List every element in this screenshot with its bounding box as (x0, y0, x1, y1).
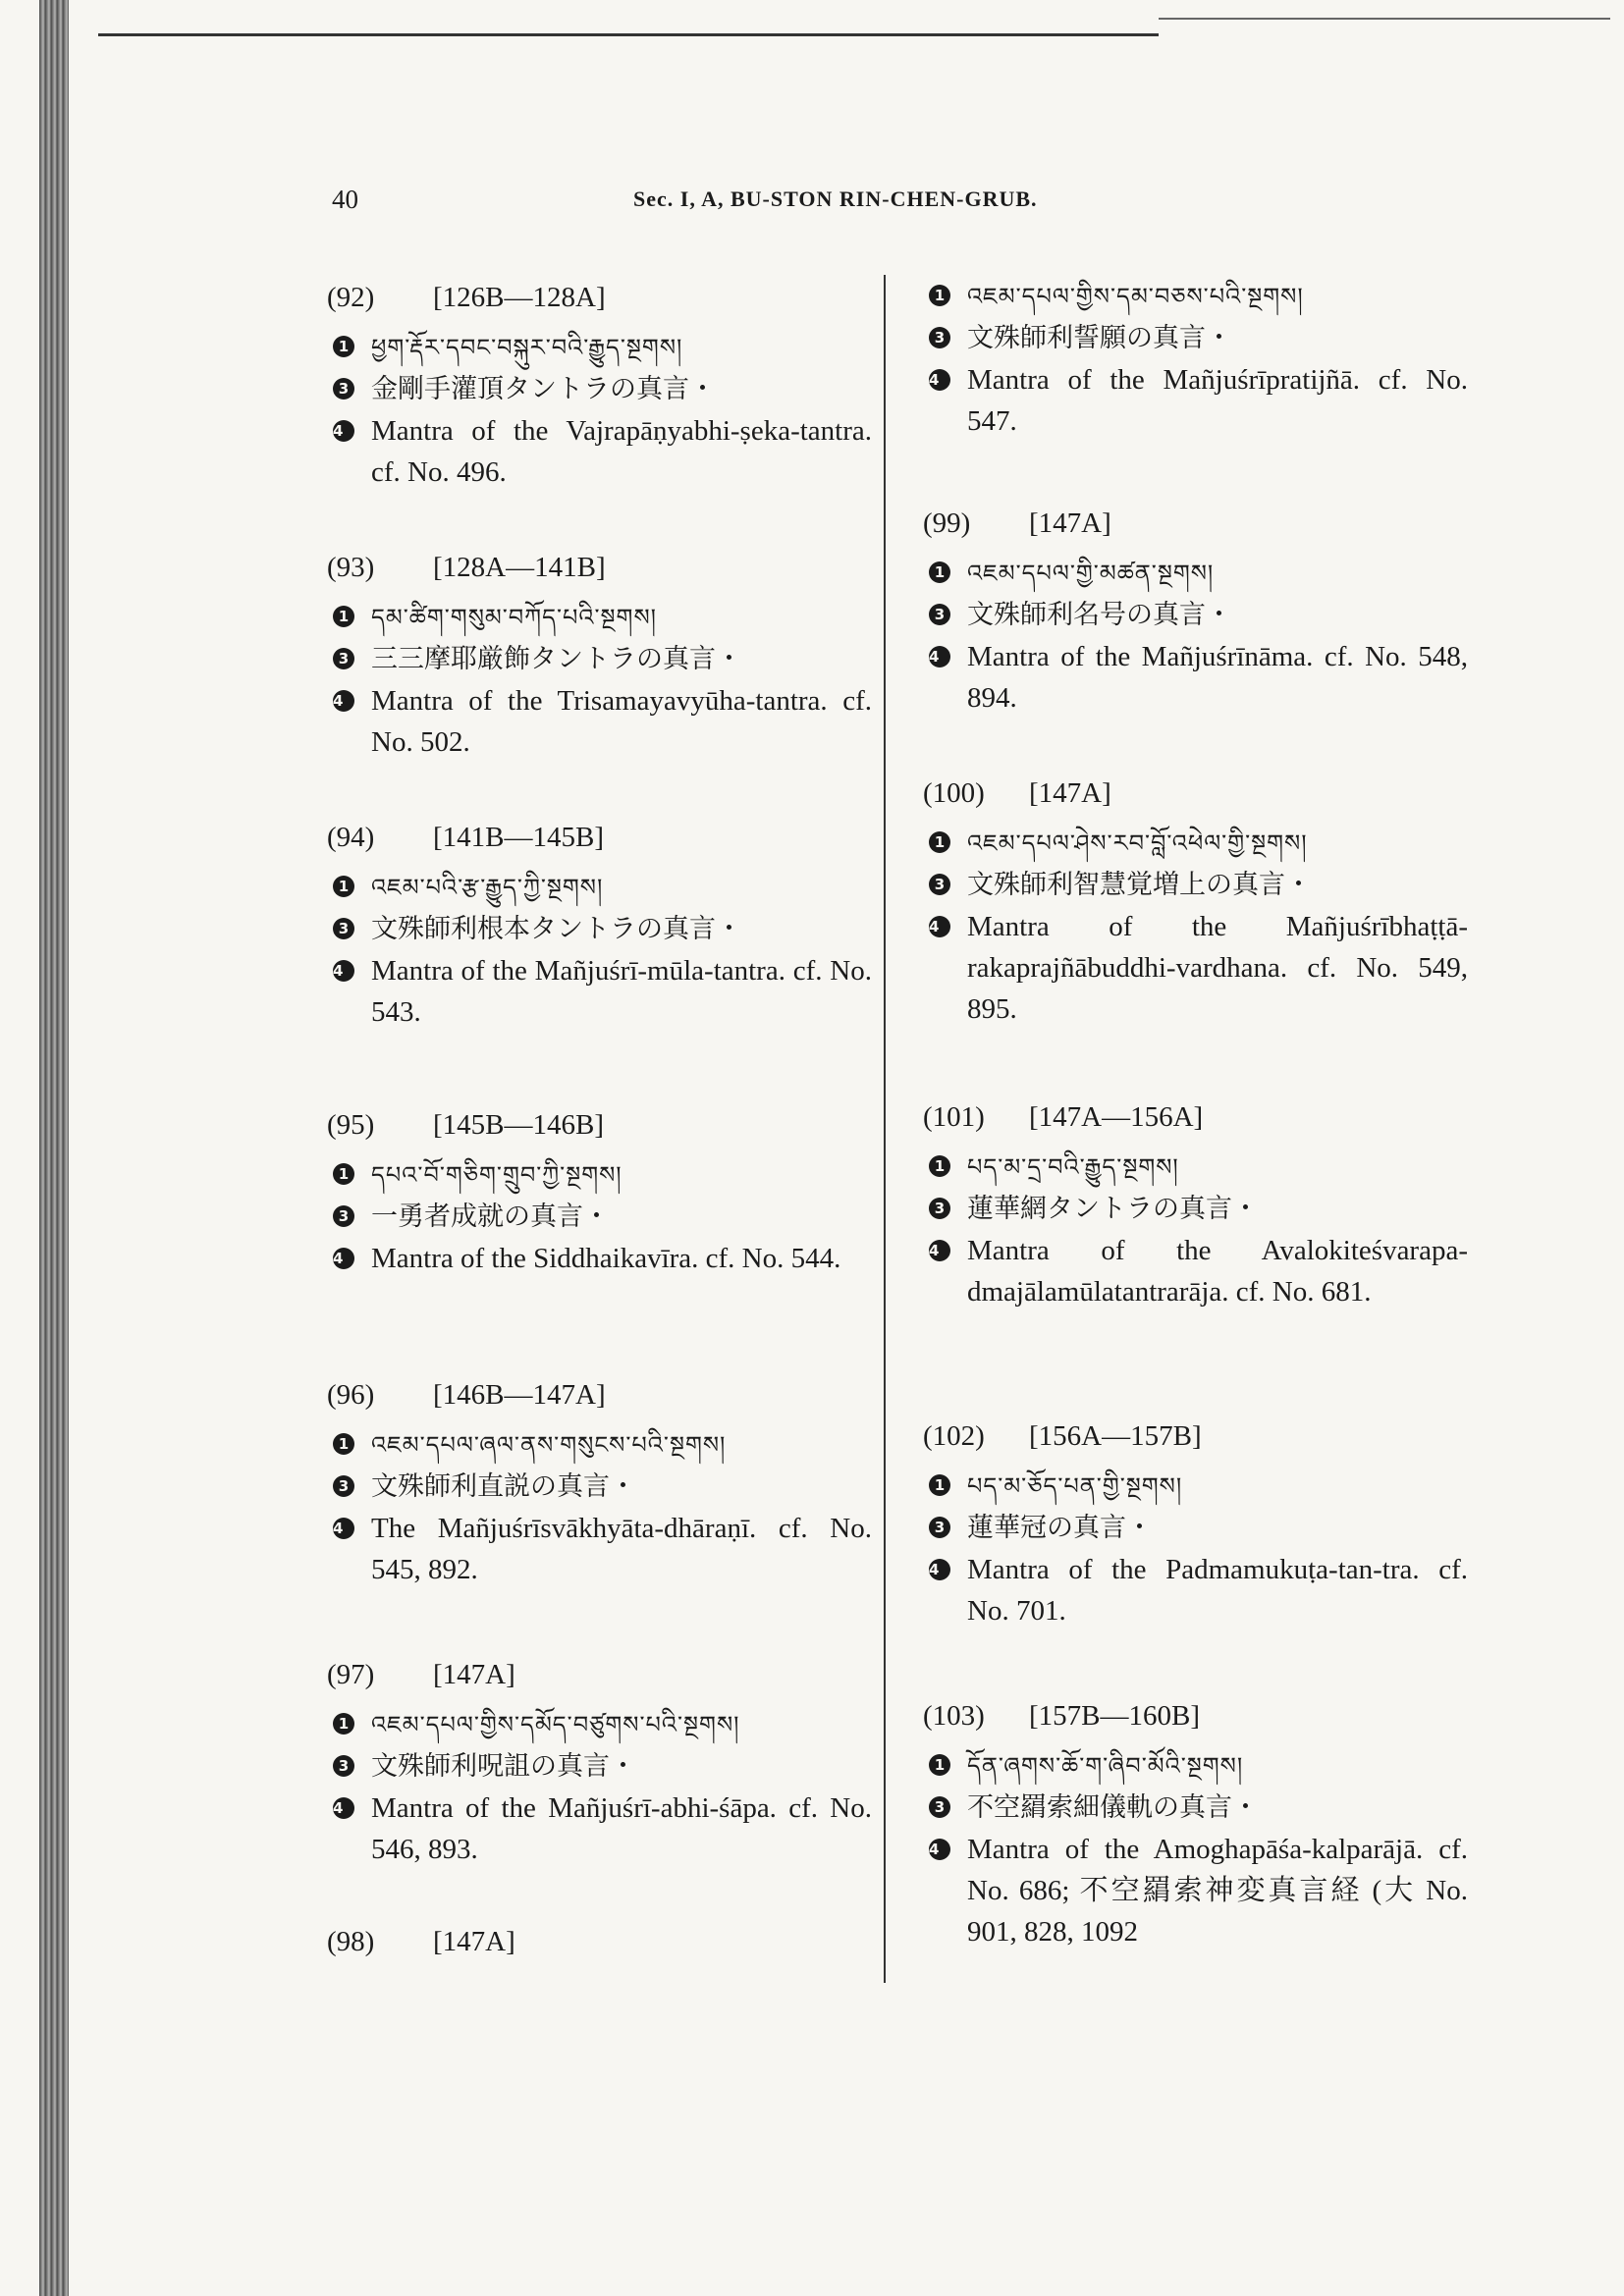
marker-one-icon: 1 (929, 1754, 950, 1776)
marker-three-icon: 3 (929, 1198, 950, 1219)
folio-range: [157B—160B] (1029, 1700, 1200, 1732)
tibetan-text: དཔའ་བོ་གཅིག་གྲུབ་ཀྱི་སྔགས། (371, 1161, 623, 1189)
entry-number: (99) (923, 507, 971, 539)
english-line (923, 1230, 1468, 1312)
japanese-line (923, 317, 1468, 359)
japanese-line (327, 908, 872, 950)
japanese-text: 不空羂索細儀軌の真言・ (967, 1792, 1259, 1823)
japanese-line (923, 594, 1468, 636)
english-line (923, 906, 1468, 1030)
japanese-text: 蓮華冠の真言・ (967, 1513, 1153, 1543)
entry-heading (923, 1095, 1468, 1140)
tibetan-text: འཇམ་དཔལ་གྱིས་དམ་བཅས་པའི་སྔགས། (967, 283, 1304, 310)
marker-three-icon: 3 (333, 378, 354, 400)
english-text: Mantra of the Mañjuśrī-abhi-śāpa. cf. No. 546, 893. (371, 1792, 872, 1865)
tibetan-line (923, 822, 1468, 864)
entry-102 (923, 1414, 1468, 1631)
marker-four-icon: 4 (929, 1240, 950, 1261)
english-text: Mantra of the Mañjuśrī-mūla-tantra. cf. No. 543. (371, 955, 872, 1028)
entry-103 (923, 1693, 1468, 1952)
marker-one-icon: 1 (333, 876, 354, 897)
marker-four-icon: 4 (929, 916, 950, 937)
marker-four-icon: 4 (333, 1248, 354, 1269)
marker-four-icon: 4 (929, 1559, 950, 1580)
english-text: Mantra of the Avalokiteśvarapa-dmajālamūlatantrarāja. cf. No. 681. (967, 1235, 1468, 1308)
folio-range: [147A] (1029, 777, 1111, 809)
marker-one-icon: 1 (929, 561, 950, 583)
header-rule-secondary (1159, 18, 1610, 20)
english-line (327, 410, 872, 493)
entry-97 (327, 1652, 872, 1870)
marker-three-icon: 3 (333, 648, 354, 669)
marker-three-icon: 3 (333, 918, 354, 939)
japanese-line (327, 1745, 872, 1788)
japanese-text: 金剛手灌頂タントラの真言・ (371, 374, 716, 404)
entry-heading (327, 275, 872, 320)
folio-range: [156A—157B] (1029, 1420, 1202, 1452)
marker-four-icon: 4 (929, 1839, 950, 1860)
folio-range: [145B—146B] (433, 1109, 604, 1141)
japanese-text: 文殊師利直説の真言・ (371, 1471, 636, 1502)
entry-heading (327, 545, 872, 590)
tibetan-text: ཕྱག་རྡོར་དབང་བསྐུར་བའི་རྒྱུད་སྔགས། (371, 334, 683, 361)
entry-heading (923, 501, 1468, 546)
entry-heading (923, 771, 1468, 816)
entry-100 (923, 771, 1468, 1030)
japanese-line (923, 1507, 1468, 1549)
english-line (327, 1508, 872, 1590)
english-text: Mantra of the Amoghapāśa-kalparājā. cf. No. 686; 不空羂索神変真言経 (大 No. 901, 828, 1092 (967, 1834, 1468, 1948)
entry-92 (327, 275, 872, 493)
header-rule (98, 33, 1159, 36)
tibetan-line (327, 326, 872, 368)
english-line (327, 1238, 872, 1279)
marker-four-icon: 4 (333, 1797, 354, 1819)
marker-one-icon: 1 (929, 285, 950, 306)
tibetan-text: དོན་ཞགས་ཆོ་ག་ཞིབ་མོའི་སྔགས། (967, 1752, 1244, 1780)
marker-one-icon: 1 (333, 1163, 354, 1185)
page-number: 40 (332, 185, 358, 214)
english-text: Mantra of the Mañjuśrīnāma. cf. No. 548, 894. (967, 641, 1468, 714)
entry-101 (923, 1095, 1468, 1312)
japanese-text: 蓮華網タントラの真言・ (967, 1194, 1259, 1224)
entry-heading (923, 1414, 1468, 1459)
english-line (923, 1549, 1468, 1631)
folio-range: [126B—128A] (433, 282, 606, 313)
entry-heading (327, 1652, 872, 1697)
tibetan-line (327, 596, 872, 638)
entry-number: (95) (327, 1109, 375, 1141)
english-text: Mantra of the Trisamayavyūha-tantra. cf. No. 502. (371, 685, 872, 758)
english-text: Mantra of the Padmamukuṭa-tan-tra. cf. No. 701. (967, 1554, 1468, 1627)
marker-three-icon: 3 (929, 874, 950, 895)
marker-three-icon: 3 (333, 1475, 354, 1497)
entry-number: (94) (327, 822, 375, 853)
folio-range: [147A] (433, 1926, 515, 1957)
tibetan-text: འཇམ་པའི་རྩ་རྒྱུད་ཀྱི་སྔགས། (371, 874, 604, 901)
english-line (327, 680, 872, 763)
marker-three-icon: 3 (333, 1205, 354, 1227)
entry-98-continued (923, 275, 1468, 442)
entry-number: (98) (327, 1926, 375, 1957)
marker-three-icon: 3 (929, 1517, 950, 1538)
entry-number: (92) (327, 282, 375, 313)
tibetan-text: འཇམ་དཔལ་ཤེས་རབ་བློ་འཕེལ་གྱི་སྔགས། (967, 829, 1308, 857)
english-text: Mantra of the Siddhaikavīra. cf. No. 544. (371, 1243, 841, 1274)
marker-one-icon: 1 (929, 1155, 950, 1177)
marker-one-icon: 1 (333, 336, 354, 357)
japanese-line (327, 1196, 872, 1238)
folio-range: [128A—141B] (433, 552, 606, 583)
tibetan-line (327, 1153, 872, 1196)
marker-four-icon: 4 (333, 420, 354, 442)
marker-three-icon: 3 (929, 1796, 950, 1818)
tibetan-text: དམ་ཚིག་གསུམ་བཀོད་པའི་སྔགས། (371, 604, 657, 631)
english-text: Mantra of the Vajrapāṇyabhi-ṣeka-tantra. cf. No. 496. (371, 415, 872, 488)
tibetan-line (923, 275, 1468, 317)
english-line (327, 1788, 872, 1870)
entry-number: (102) (923, 1420, 985, 1452)
tibetan-line (923, 1465, 1468, 1507)
entry-heading (327, 815, 872, 860)
entry-99 (923, 501, 1468, 719)
tibetan-text: པད་མ་དྲ་བའི་རྒྱུད་སྔགས། (967, 1153, 1179, 1181)
folio-range: [147A—156A] (1029, 1101, 1204, 1133)
marker-three-icon: 3 (333, 1755, 354, 1777)
entry-heading (327, 1102, 872, 1148)
marker-four-icon: 4 (333, 960, 354, 982)
japanese-line (327, 1466, 872, 1508)
entry-94 (327, 815, 872, 1033)
japanese-line (327, 638, 872, 680)
japanese-line (327, 368, 872, 410)
tibetan-line (923, 552, 1468, 594)
tibetan-text: འཇམ་དཔལ་ཞལ་ནས་གསུངས་པའི་སྔགས། (371, 1431, 727, 1459)
english-text: The Mañjuśrīsvākhyāta-dhāraṇī. cf. No. 545, 892. (371, 1513, 872, 1585)
marker-four-icon: 4 (333, 690, 354, 712)
folio-range: [147A] (433, 1659, 515, 1690)
marker-one-icon: 1 (929, 1474, 950, 1496)
entry-98 (327, 1919, 872, 1964)
entry-heading (327, 1919, 872, 1964)
tibetan-line (327, 866, 872, 908)
column-divider (884, 275, 886, 1983)
japanese-text: 三三摩耶厳飾タントラの真言・ (371, 644, 742, 674)
japanese-line (923, 1188, 1468, 1230)
tibetan-text: པད་མ་ཅོད་པན་གྱི་སྔགས། (967, 1472, 1183, 1500)
japanese-text: 文殊師利根本タントラの真言・ (371, 914, 742, 944)
entry-number: (101) (923, 1101, 985, 1133)
english-text: Mantra of the Mañjuśrībhaṭṭā-rakaprajñābuddhi-vardhana. cf. No. 549, 895. (967, 911, 1468, 1025)
tibetan-text: འཇམ་དཔལ་གྱི་མཚན་སྔགས། (967, 560, 1215, 587)
entry-95 (327, 1102, 872, 1279)
marker-one-icon: 1 (333, 606, 354, 627)
entry-93 (327, 545, 872, 763)
running-title: Sec. I, A, BU-STON RIN-CHEN-GRUB. (633, 187, 1038, 211)
entry-number: (96) (327, 1379, 375, 1411)
marker-four-icon: 4 (929, 646, 950, 667)
marker-one-icon: 1 (333, 1433, 354, 1455)
folio-range: [146B—147A] (433, 1379, 606, 1411)
folio-range: [147A] (1029, 507, 1111, 539)
entry-heading (923, 1693, 1468, 1738)
japanese-text: 文殊師利呪詛の真言・ (371, 1751, 636, 1782)
folio-range: [141B—145B] (433, 822, 604, 853)
english-line (923, 636, 1468, 719)
english-line (923, 359, 1468, 442)
japanese-line (923, 1787, 1468, 1829)
tibetan-line (327, 1703, 872, 1745)
entry-number: (103) (923, 1700, 985, 1732)
japanese-line (923, 864, 1468, 906)
book-spine-shadow (39, 0, 69, 2296)
japanese-text: 文殊師利名号の真言・ (967, 600, 1232, 630)
marker-one-icon: 1 (333, 1713, 354, 1735)
marker-four-icon: 4 (929, 369, 950, 391)
japanese-text: 文殊師利誓願の真言・ (967, 323, 1232, 353)
japanese-text: 文殊師利智慧覚増上の真言・ (967, 870, 1312, 900)
entry-number: (93) (327, 552, 375, 583)
marker-three-icon: 3 (929, 327, 950, 348)
tibetan-line (327, 1423, 872, 1466)
marker-four-icon: 4 (333, 1518, 354, 1539)
english-line (327, 950, 872, 1033)
english-line (923, 1829, 1468, 1952)
entry-number: (97) (327, 1659, 375, 1690)
tibetan-line (923, 1146, 1468, 1188)
tibetan-text: འཇམ་དཔལ་གྱིས་དམོད་བཙུགས་པའི་སྔགས། (371, 1711, 740, 1738)
entry-heading (327, 1372, 872, 1417)
marker-three-icon: 3 (929, 604, 950, 625)
english-text: Mantra of the Mañjuśrīpratijñā. cf. No. 547. (967, 364, 1468, 437)
japanese-text: 一勇者成就の真言・ (371, 1201, 610, 1232)
entry-number: (100) (923, 777, 985, 809)
entry-96 (327, 1372, 872, 1590)
tibetan-line (923, 1744, 1468, 1787)
marker-one-icon: 1 (929, 831, 950, 853)
